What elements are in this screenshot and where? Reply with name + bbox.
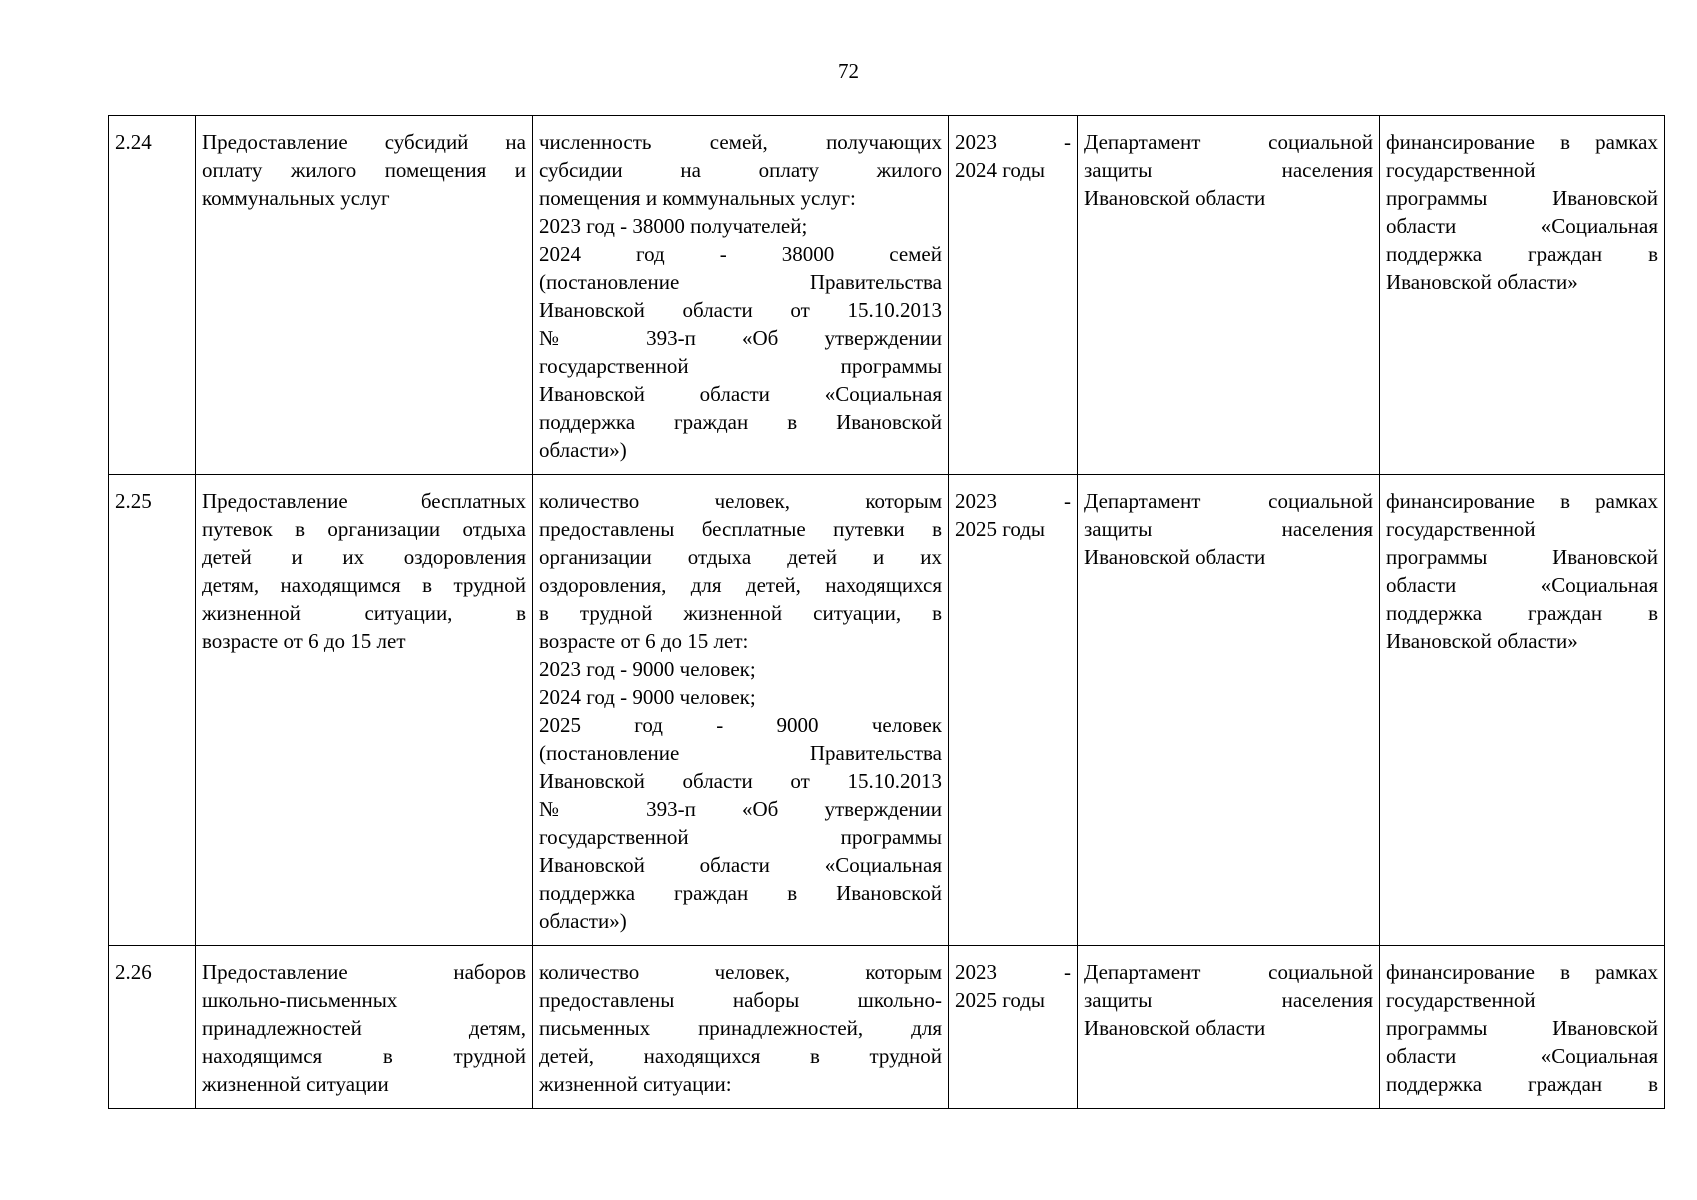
funding-source-line: поддержка граждан в [1386, 242, 1658, 266]
funding-source-line: области «Социальная [1386, 573, 1658, 597]
indicator-line: 2023 год - 9000 человек; [539, 657, 756, 681]
indicator-line: субсидии на оплату жилого [539, 158, 942, 182]
measure-name [196, 475, 533, 946]
executor-line: защиты населения [1084, 517, 1373, 541]
indicator-line: 2023 год - 38000 получателей; [539, 214, 808, 238]
measure-name-line: детей и их оздоровления [202, 545, 526, 569]
indicator-line: предоставлены наборы школьно- [539, 988, 942, 1012]
funding-source-line: Ивановской области» [1386, 270, 1578, 294]
indicator-line: 2025 год - 9000 человек [539, 713, 942, 737]
indicator-line: численность семей, получающих [539, 130, 942, 154]
funding-source-line: области «Социальная [1386, 214, 1658, 238]
row-number-text: 2.25 [115, 489, 152, 513]
indicator-line: области») [539, 438, 627, 462]
indicator-line: детей, находящихся в трудной [539, 1044, 942, 1068]
funding-source-line: поддержка граждан в [1386, 1072, 1658, 1096]
indicator-line: оздоровления, для детей, находящихся [539, 573, 942, 597]
period-line: 2023 - [955, 489, 1071, 513]
measures-table [108, 115, 1665, 1109]
executor-line: защиты населения [1084, 158, 1373, 182]
row-number [109, 946, 196, 1109]
indicator-line: государственной программы [539, 825, 942, 849]
indicator-line: государственной программы [539, 354, 942, 378]
indicator-line: Ивановской области «Социальная [539, 382, 942, 406]
measure-name-line: находящимся в трудной [202, 1044, 526, 1068]
indicator-line: поддержка граждан в Ивановской [539, 881, 942, 905]
measure-name-line: школьно-письменных [202, 988, 398, 1012]
period-line: 2025 годы [955, 517, 1046, 541]
indicator-line: 2024 год - 38000 семей [539, 242, 942, 266]
funding-source-line: финансирование в рамках [1386, 960, 1658, 984]
measure-name-line: жизненной ситуации, в [202, 601, 526, 625]
measure-name-line: возрасте от 6 до 15 лет [202, 629, 406, 653]
funding-source-line: государственной [1386, 158, 1536, 182]
measure-name [196, 946, 533, 1109]
period-line: 2023 - [955, 960, 1071, 984]
indicator [533, 946, 949, 1109]
period [949, 946, 1078, 1109]
executor-line: Ивановской области [1084, 186, 1266, 210]
indicator-line: предоставлены бесплатные путевки в [539, 517, 942, 541]
indicator-line: количество человек, которым [539, 960, 942, 984]
indicator-line: помещения и коммунальных услуг: [539, 186, 856, 210]
indicator-line: Ивановской области от 15.10.2013 [539, 298, 942, 322]
executor-line: защиты населения [1084, 988, 1373, 1012]
funding-source-line: программы Ивановской [1386, 545, 1658, 569]
indicator-line: жизненной ситуации: [539, 1072, 732, 1096]
measure-name [196, 116, 533, 475]
indicator-line: письменных принадлежностей, для [539, 1016, 942, 1040]
period [949, 116, 1078, 475]
executor [1078, 946, 1380, 1109]
indicator-line: поддержка граждан в Ивановской [539, 410, 942, 434]
measure-name-line: жизненной ситуации [202, 1072, 389, 1096]
funding-source [1380, 116, 1665, 475]
indicator-line: № 393-п «Об утверждении [539, 326, 942, 350]
indicator-line: 2024 год - 9000 человек; [539, 685, 756, 709]
funding-source [1380, 946, 1665, 1109]
indicator-line: Ивановской области от 15.10.2013 [539, 769, 942, 793]
indicator-line: возрасте от 6 до 15 лет: [539, 629, 749, 653]
funding-source-line: финансирование в рамках [1386, 489, 1658, 513]
row-number [109, 116, 196, 475]
table-row [109, 946, 1665, 1109]
indicator-line: в трудной жизненной ситуации, в [539, 601, 942, 625]
measure-name-line: принадлежностей детям, [202, 1016, 526, 1040]
indicator [533, 475, 949, 946]
measure-name-line: путевок в организации отдыха [202, 517, 526, 541]
measure-name-text: Предоставление субсидий на оплату жилого помещения и коммунальных услуг [202, 130, 526, 210]
period-line: 2024 годы [955, 158, 1046, 182]
indicator-line: Ивановской области «Социальная [539, 853, 942, 877]
executor-line: Департамент социальной [1084, 960, 1373, 984]
executor-line: Департамент социальной [1084, 130, 1373, 154]
indicator-line: (постановление Правительства [539, 741, 942, 765]
executor-line: Ивановской области [1084, 1016, 1266, 1040]
measure-name-line: Предоставление наборов [202, 960, 526, 984]
funding-source-line: государственной [1386, 517, 1536, 541]
row-number-text: 2.26 [115, 960, 152, 984]
period-line: 2025 годы [955, 988, 1046, 1012]
row-number-text: 2.24 [115, 130, 152, 154]
table-body [109, 116, 1665, 1109]
funding-source-line: государственной [1386, 988, 1536, 1012]
executor [1078, 475, 1380, 946]
funding-source-line: финансирование в рамках [1386, 130, 1658, 154]
measure-name-line: детям, находящимся в трудной [202, 573, 526, 597]
period [949, 475, 1078, 946]
measure-name-line: Предоставление бесплатных [202, 489, 526, 513]
executor-line: Ивановской области [1084, 545, 1266, 569]
indicator-line: № 393-п «Об утверждении [539, 797, 942, 821]
funding-source [1380, 475, 1665, 946]
funding-source-line: поддержка граждан в [1386, 601, 1658, 625]
table-row [109, 475, 1665, 946]
funding-source-line: программы Ивановской [1386, 186, 1658, 210]
page-number: 72 [838, 59, 859, 83]
indicator-line: области») [539, 909, 627, 933]
indicator-line: (постановление Правительства [539, 270, 942, 294]
table-row [109, 116, 1665, 475]
funding-source-line: области «Социальная [1386, 1044, 1658, 1068]
period-line: 2023 - [955, 130, 1071, 154]
executor [1078, 116, 1380, 475]
executor-line: Департамент социальной [1084, 489, 1373, 513]
indicator-line: организации отдыха детей и их [539, 545, 942, 569]
funding-source-line: программы Ивановской [1386, 1016, 1658, 1040]
indicator-line: количество человек, которым [539, 489, 942, 513]
funding-source-line: Ивановской области» [1386, 629, 1578, 653]
row-number [109, 475, 196, 946]
indicator [533, 116, 949, 475]
